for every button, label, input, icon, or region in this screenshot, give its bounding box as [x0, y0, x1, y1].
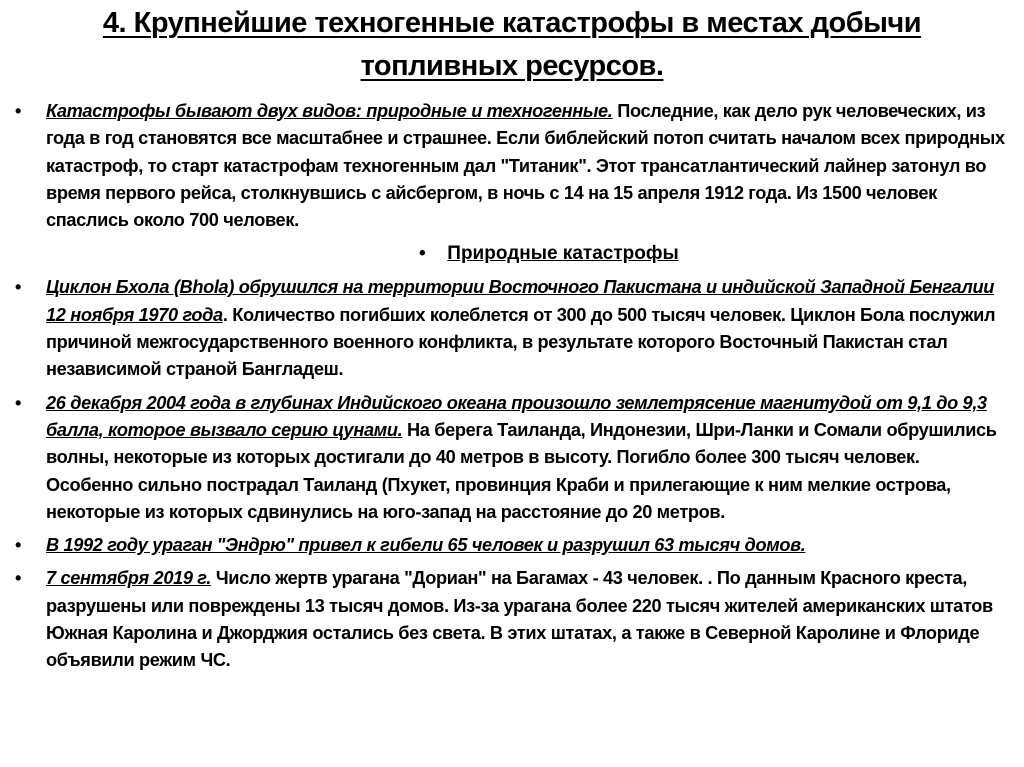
item-emphasis: Циклон Бхола (Bhola) обрушился на территории Восточного Пакистана и индийской Западной Бенгалии 12 ноября 1970 года: [46, 277, 994, 325]
section-heading-label: Природные катастрофы: [447, 243, 679, 265]
slide-body: [8, 98, 1008, 681]
intro-text: Последние, как дело рук человеческих, из года в год становятся все масштабнее и страшнее. Если библейский потоп считать началом всех природных катастроф, то старт катастрофам техногенным дал "Титаник". Этот трансатлантический лайнер затонул во время первого рейса, столкнувшись с айсбергом, в ночь с 14 на 15 апреля 1912 года. Из 1500 человек спаслись около 700 человек.: [46, 101, 1005, 231]
item-emphasis: В 1992 году ураган "Эндрю" привел к гибели 65 человек и разрушил 63 тысяч домов.: [46, 535, 806, 556]
item-emphasis: 26 декабря 2004 года в глубинах Индийского океана произошло землетрясение магнитудой от 9,1 до 9,3 балла, которое вызвало серию цунами.: [46, 392, 987, 440]
slide-title: 4. Крупнейшие техногенные катастрофы в местах добычи топливных ресурсов.: [102, 7, 922, 82]
bullet-tsunami-2004: [8, 390, 1008, 526]
bullet-intro: [8, 98, 1008, 234]
bullet-cyclone-bhola: [8, 274, 1008, 383]
item-emphasis: 7 сентября 2019 г.: [46, 568, 212, 589]
bullet-icon: •: [418, 243, 426, 265]
bullet-icon: •: [14, 277, 22, 298]
bullet-icon: •: [14, 568, 22, 589]
section-heading: [8, 240, 1008, 268]
bullet-hurricane-dorian: [8, 565, 1008, 674]
bullet-icon: •: [14, 535, 22, 556]
item-text: . Количество погибших колеблется от 300 до 500 тысяч человек. Циклон Бола послужил причиной межгосударственного военного конфликта, в результате которого Восточный Пакистан стал независимой страной Бангладеш.: [46, 304, 996, 380]
bullet-icon: •: [14, 101, 22, 121]
bullet-hurricane-andrew: [8, 532, 1008, 559]
item-text: Число жертв урагана "Дориан" на Багамах - 43 человек. . По данным Красного креста, разрушены или повреждены 13 тысяч домов. Из-за урагана более 220 тысяч жителей американских штатов Южная Каролина и Джорджия остались без света. В этих штатах, а также в Северной Каролине и Флориде объявили режим ЧС.: [46, 568, 993, 671]
bullet-icon: •: [14, 392, 22, 413]
intro-emphasis: Катастрофы бывают двух видов: природные и техногенные.: [46, 101, 613, 121]
item-text: На берега Таиланда, Индонезии, Шри-Ланки и Сомали обрушились волны, некоторые из которых достигали до 40 метров в высоту. Погибло более 300 тысяч человек. Особенно сильно пострадал Таиланд (Пхукет, провинция Краби и прилегающие к ним мелкие острова, некоторые из которых сдвинулись на юго-запад на расстояние до 20 метров.: [46, 419, 997, 522]
